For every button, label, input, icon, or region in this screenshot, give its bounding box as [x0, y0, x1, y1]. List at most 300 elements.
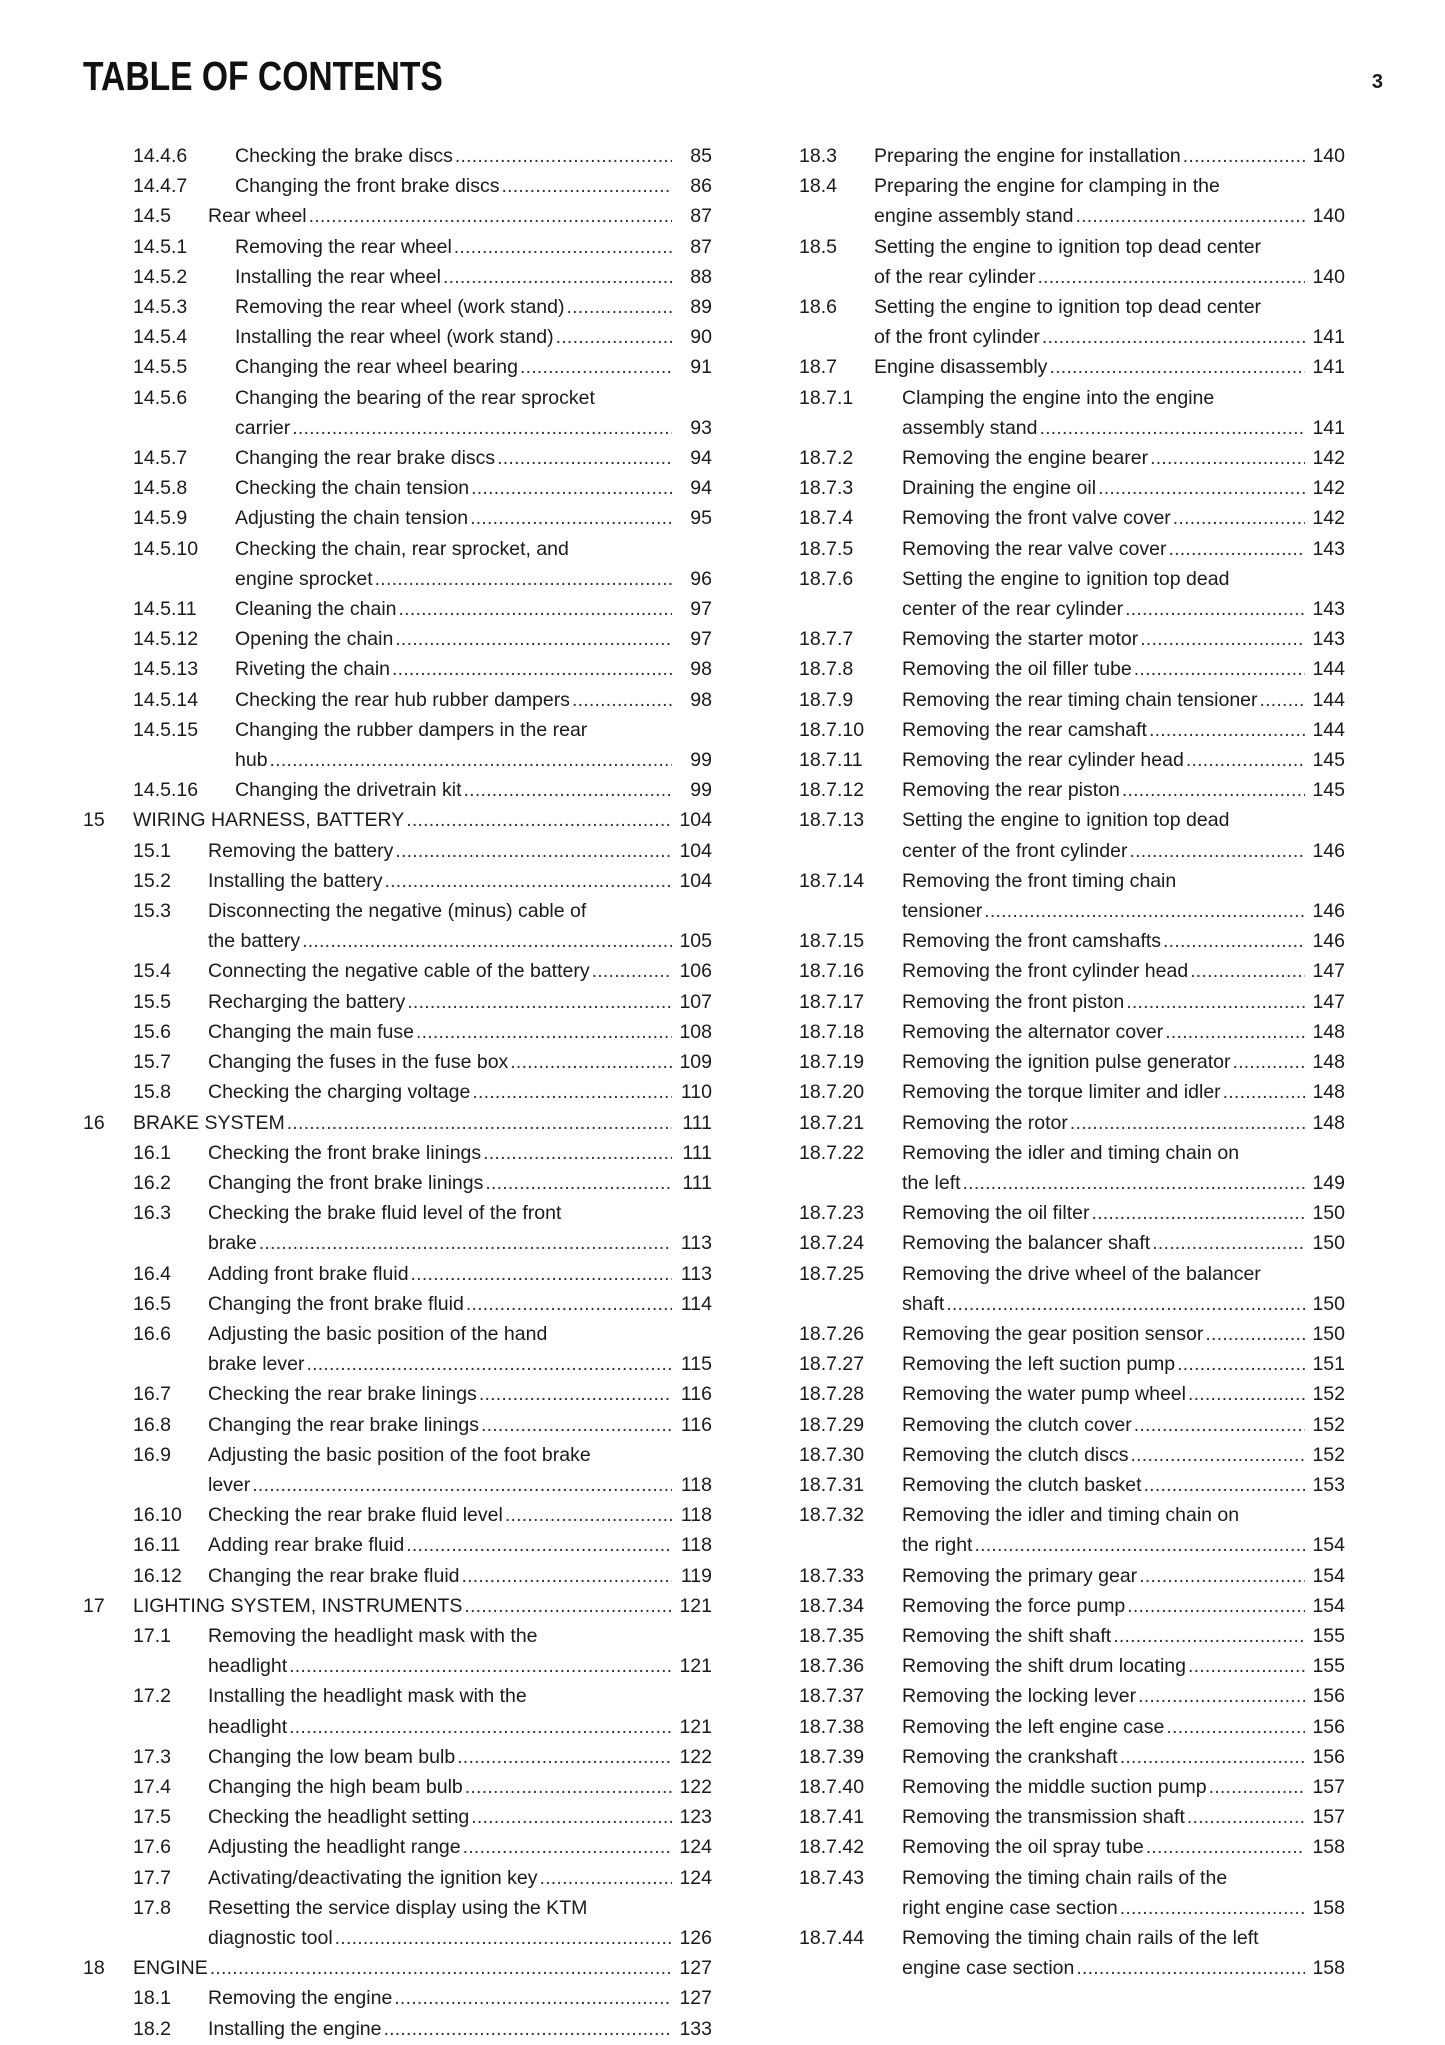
toc-entry[interactable]	[83, 1410, 712, 1440]
toc-entry-number: 18.7.30	[799, 1443, 865, 1466]
dot-leader	[566, 292, 672, 322]
toc-entry-page: 121	[679, 1715, 712, 1738]
toc-entry-body	[133, 1591, 712, 1621]
toc-entry-body	[874, 352, 1345, 382]
toc-entry-title: engine assembly stand	[874, 205, 1074, 228]
toc-entry[interactable]	[83, 896, 712, 956]
toc-entry-title: right engine case section	[902, 1896, 1118, 1919]
toc-entry[interactable]	[83, 352, 712, 382]
toc-entry-page: 141	[1312, 356, 1345, 379]
toc-entry-body	[133, 805, 712, 835]
toc-entry[interactable]	[83, 1561, 712, 1591]
toc-entry-body	[902, 1410, 1345, 1440]
toc-entry-page: 146	[1312, 839, 1345, 862]
toc-entry[interactable]	[83, 1953, 712, 1983]
dot-leader	[1188, 1379, 1305, 1409]
toc-entry-page: 155	[1312, 1624, 1345, 1647]
toc-entry-number: 14.5.8	[133, 477, 188, 500]
toc-entry-title: ENGINE	[133, 1957, 208, 1980]
dot-leader	[497, 443, 672, 473]
dot-leader	[407, 987, 672, 1017]
toc-entry[interactable]	[799, 685, 1345, 715]
dot-leader	[1134, 654, 1305, 684]
toc-entry[interactable]	[799, 1832, 1345, 1862]
toc-entry-number: 18.7	[799, 356, 837, 379]
toc-entry-number: 18.7.43	[799, 1866, 865, 1889]
toc-entry-number: 15.4	[133, 960, 171, 983]
toc-entry-title: Removing the middle suction pump	[902, 1775, 1207, 1798]
toc-entry-number: 14.5.2	[133, 265, 188, 288]
toc-entry[interactable]	[799, 1259, 1345, 1319]
toc-entry-page: 142	[1312, 507, 1345, 530]
toc-entry[interactable]	[799, 1863, 1345, 1923]
toc-entry-number: 14.5.11	[133, 598, 197, 621]
dot-leader	[592, 956, 672, 986]
toc-entry[interactable]	[799, 503, 1345, 533]
toc-entry[interactable]	[799, 1410, 1345, 1440]
toc-entry[interactable]	[799, 1802, 1345, 1832]
toc-entry-page: 150	[1312, 1232, 1345, 1255]
toc-entry[interactable]	[83, 503, 712, 533]
dot-leader	[292, 413, 672, 443]
toc-entry[interactable]	[83, 1983, 712, 2013]
toc-entry-body	[208, 1047, 712, 1077]
toc-entry-title: brake	[208, 1232, 257, 1255]
toc-entry-page: 108	[679, 1020, 712, 1043]
toc-entry[interactable]	[83, 1621, 712, 1681]
toc-entry-title: Changing the rear brake discs	[235, 447, 496, 470]
toc-entry[interactable]	[83, 1802, 712, 1832]
toc-entry-title: Changing the main fuse	[208, 1020, 414, 1043]
toc-entry-body	[902, 473, 1345, 503]
toc-entry[interactable]	[799, 473, 1345, 503]
dot-leader	[471, 473, 672, 503]
toc-entry[interactable]	[799, 1047, 1345, 1077]
toc-entry-number: 18.7.26	[799, 1322, 865, 1345]
toc-entry[interactable]	[799, 1561, 1345, 1591]
toc-entry-body	[902, 1108, 1345, 1138]
dot-leader	[1168, 534, 1305, 564]
toc-entry[interactable]	[799, 805, 1345, 865]
toc-entry-body	[874, 141, 1345, 171]
toc-entry-body	[235, 232, 712, 262]
toc-entry-number: 18.3	[799, 145, 837, 167]
dot-leader	[1039, 413, 1305, 443]
toc-entry-title: engine sprocket	[235, 567, 373, 590]
toc-entry-title: BRAKE SYSTEM	[133, 1111, 285, 1134]
dot-leader	[252, 1470, 672, 1500]
toc-entry[interactable]	[799, 443, 1345, 473]
toc-entry-title: shaft	[902, 1292, 945, 1315]
dot-leader	[1038, 262, 1306, 292]
toc-entry[interactable]	[799, 1228, 1345, 1258]
toc-entry-title: headlight	[208, 1655, 288, 1678]
toc-entry-number: 14.5.13	[133, 658, 199, 681]
toc-entry[interactable]	[83, 1047, 712, 1077]
dot-leader	[1152, 1228, 1305, 1258]
toc-entry-title: brake lever	[208, 1353, 305, 1376]
toc-entry-body	[208, 1440, 712, 1500]
toc-entry[interactable]	[799, 1198, 1345, 1228]
toc-entry[interactable]	[799, 1591, 1345, 1621]
toc-entry[interactable]	[83, 1108, 712, 1138]
toc-entry[interactable]	[799, 654, 1345, 684]
toc-entry[interactable]	[83, 473, 712, 503]
toc-entry[interactable]	[799, 1621, 1345, 1651]
dot-leader	[1150, 443, 1305, 473]
dot-leader	[1049, 352, 1305, 382]
toc-entry-page: 158	[1312, 1957, 1345, 1980]
toc-entry-page: 107	[679, 990, 712, 1013]
toc-entry-title: center of the front cylinder	[902, 839, 1128, 862]
toc-entry-title: Changing the low beam bulb	[208, 1745, 456, 1768]
toc-entry[interactable]	[83, 232, 712, 262]
toc-entry[interactable]	[799, 1349, 1345, 1379]
toc-entry-number: 14.5.3	[133, 296, 188, 319]
toc-entry[interactable]	[83, 624, 712, 654]
toc-entry[interactable]	[83, 805, 712, 835]
toc-entry-body	[902, 866, 1345, 926]
dot-leader	[556, 322, 672, 352]
toc-entry-number: 18.5	[799, 235, 837, 258]
toc-entry-title: Opening the chain	[235, 628, 394, 651]
toc-entry-body	[208, 836, 712, 866]
toc-entry-page: 154	[1312, 1594, 1345, 1617]
toc-entry-body	[874, 292, 1345, 352]
toc-entry-page: 119	[680, 1564, 712, 1587]
dot-leader	[1186, 745, 1305, 775]
toc-entry-body	[902, 1470, 1345, 1500]
toc-entry-body	[902, 564, 1345, 624]
toc-entry-body	[208, 1832, 712, 1862]
toc-entry[interactable]	[83, 1832, 712, 1862]
dot-leader	[287, 1108, 672, 1138]
toc-entry-title: Removing the front piston	[902, 990, 1125, 1013]
toc-entry-page: 127	[679, 1987, 712, 2010]
toc-entry-body	[208, 1983, 712, 2013]
toc-entry-number: 18.7.41	[799, 1806, 865, 1829]
toc-entry[interactable]	[83, 1289, 712, 1319]
toc-right-column	[799, 141, 1345, 1983]
toc-entry[interactable]	[83, 1591, 712, 1621]
toc-entry[interactable]	[83, 322, 712, 352]
toc-entry-number: 18.7.44	[799, 1926, 865, 1949]
toc-entry-body	[902, 1712, 1345, 1742]
toc-entry[interactable]	[83, 715, 712, 775]
toc-entry[interactable]	[83, 1772, 712, 1802]
dot-leader	[406, 805, 672, 835]
toc-entry[interactable]	[799, 383, 1345, 443]
toc-entry-title: lever	[208, 1473, 251, 1496]
toc-entry[interactable]	[799, 1681, 1345, 1711]
toc-entry-title: Removing the starter motor	[902, 628, 1139, 651]
toc-entry-title: Removing the water pump wheel	[902, 1383, 1186, 1406]
toc-entry[interactable]	[83, 775, 712, 805]
toc-entry-page: 111	[682, 1171, 712, 1194]
toc-entry-body	[208, 1410, 712, 1440]
page-header	[83, 48, 1383, 104]
toc-entry-title: Removing the balancer shaft	[902, 1232, 1151, 1255]
toc-entry-title: Checking the rear hub rubber dampers	[235, 688, 570, 711]
dot-leader	[1140, 624, 1305, 654]
toc-entry-title: Checking the headlight setting	[208, 1806, 470, 1829]
toc-entry-number: 18.7.40	[799, 1775, 865, 1798]
dot-leader	[1125, 594, 1305, 624]
toc-entry[interactable]	[83, 1440, 712, 1500]
toc-entry[interactable]	[83, 1742, 712, 1772]
toc-entry[interactable]	[799, 564, 1345, 624]
toc-entry-title: Removing the rear wheel (work stand)	[235, 296, 565, 319]
toc-entry-title-line: Removing the headlight mask with the	[208, 1624, 538, 1647]
dot-leader	[464, 1591, 672, 1621]
toc-entry-body	[902, 1379, 1345, 1409]
toc-entry-number: 16	[83, 1111, 105, 1134]
toc-entry[interactable]	[83, 594, 712, 624]
toc-entry[interactable]	[83, 534, 712, 594]
toc-entry[interactable]	[799, 956, 1345, 986]
toc-entry[interactable]	[799, 1742, 1345, 1772]
toc-entry-title: Activating/deactivating the ignition key	[208, 1866, 538, 1889]
toc-entry-page: 99	[690, 779, 712, 802]
dot-leader	[485, 1168, 672, 1198]
toc-entry[interactable]	[83, 1077, 712, 1107]
dot-leader	[463, 1832, 672, 1862]
toc-entry-title: Removing the torque limiter and idler	[902, 1081, 1221, 1104]
dot-leader	[210, 1953, 672, 1983]
toc-entry-title: Removing the rear cylinder head	[902, 749, 1184, 772]
toc-entry[interactable]	[83, 1259, 712, 1289]
toc-entry-title-line: Removing the idler and timing chain on	[902, 1141, 1240, 1164]
toc-entry[interactable]	[83, 2014, 712, 2044]
toc-entry-number: 18.7.11	[799, 749, 863, 772]
toc-entry-number: 16.6	[133, 1322, 171, 1345]
toc-entry[interactable]	[83, 1168, 712, 1198]
toc-entry-title: tensioner	[902, 900, 983, 923]
toc-entry[interactable]	[799, 866, 1345, 926]
toc-entry-number: 17.7	[133, 1866, 171, 1889]
toc-entry[interactable]	[799, 715, 1345, 745]
toc-entry[interactable]	[83, 987, 712, 1017]
toc-entry[interactable]	[83, 956, 712, 986]
dot-leader	[572, 685, 672, 715]
toc-entry-body	[902, 1742, 1345, 1772]
toc-entry-body	[902, 775, 1345, 805]
toc-entry-title: headlight	[208, 1715, 288, 1738]
toc-entry-body	[902, 1259, 1345, 1319]
toc-entry-page: 115	[680, 1353, 712, 1376]
toc-entry-body	[208, 201, 712, 231]
dot-leader	[1129, 836, 1305, 866]
toc-entry[interactable]	[83, 1138, 712, 1168]
toc-entry-number: 18.7.33	[799, 1564, 865, 1587]
toc-entry[interactable]	[83, 171, 712, 201]
toc-entry-body	[133, 1953, 712, 1983]
dot-leader	[1177, 1349, 1305, 1379]
toc-entry[interactable]	[799, 624, 1345, 654]
toc-entry[interactable]	[799, 987, 1345, 1017]
toc-entry[interactable]	[799, 1379, 1345, 1409]
toc-entry-page: 143	[1312, 628, 1345, 651]
toc-entry-body	[208, 896, 712, 956]
toc-entry-body	[874, 232, 1345, 292]
dot-leader	[540, 1863, 672, 1893]
toc-entry-body	[235, 685, 712, 715]
toc-entry[interactable]	[799, 1077, 1345, 1107]
toc-entry-title: Adjusting the chain tension	[235, 507, 469, 530]
toc-entry[interactable]	[799, 1772, 1345, 1802]
toc-entry-number: 17.1	[133, 1624, 171, 1647]
dot-leader	[406, 1530, 672, 1560]
toc-entry-body	[902, 956, 1345, 986]
toc-entry-number: 14.5	[133, 205, 171, 228]
toc-entry-page: 149	[1312, 1171, 1345, 1194]
toc-entry-body	[208, 956, 712, 986]
dot-leader	[1138, 1681, 1305, 1711]
toc-entry-body	[235, 171, 712, 201]
toc-entry[interactable]	[799, 1712, 1345, 1742]
toc-entry[interactable]	[799, 1017, 1345, 1047]
dot-leader	[1042, 322, 1305, 352]
dot-leader	[1076, 1953, 1305, 1983]
toc-entry-number: 18.7.32	[799, 1504, 865, 1527]
toc-entry[interactable]	[83, 201, 712, 231]
toc-entry[interactable]	[799, 1440, 1345, 1470]
toc-entry-page: 124	[679, 1836, 712, 1859]
dot-leader	[472, 1077, 672, 1107]
toc-entry[interactable]	[83, 383, 712, 443]
toc-entry-page: 109	[679, 1051, 712, 1074]
toc-entry-number: 15.8	[133, 1081, 171, 1104]
toc-entry-title: Changing the front brake linings	[208, 1171, 484, 1194]
toc-entry[interactable]	[83, 1379, 712, 1409]
toc-entry-number: 14.5.5	[133, 356, 188, 379]
toc-entry-body	[208, 1319, 712, 1379]
dot-leader	[1144, 1470, 1305, 1500]
toc-entry-number: 14.5.7	[133, 447, 188, 470]
toc-entry-title: Removing the oil filler tube	[902, 658, 1132, 681]
toc-entry-title-line: Setting the engine to ignition top dead	[902, 567, 1230, 590]
toc-entry-number: 18.7.24	[799, 1232, 865, 1255]
toc-entry[interactable]	[799, 534, 1345, 564]
toc-entry-body	[902, 1772, 1345, 1802]
toc-entry-title: the right	[902, 1534, 973, 1557]
toc-entry-page: 141	[1312, 326, 1345, 349]
toc-entry-title: Checking the charging voltage	[208, 1081, 471, 1104]
toc-entry[interactable]	[83, 1893, 712, 1953]
toc-entry-page: 93	[690, 416, 712, 439]
toc-entry-title-line: Adjusting the basic position of the foot brake	[208, 1443, 591, 1466]
toc-entry[interactable]	[799, 1108, 1345, 1138]
toc-entry-body	[902, 1863, 1345, 1923]
toc-entry[interactable]	[799, 232, 1345, 292]
toc-entry-number: 14.5.14	[133, 688, 199, 711]
toc-entry-body	[235, 443, 712, 473]
dot-leader	[974, 1530, 1305, 1560]
dot-leader	[385, 866, 672, 896]
toc-entry-page: 90	[690, 326, 712, 349]
toc-entry-page: 147	[1312, 990, 1345, 1013]
toc-entry-body	[235, 503, 712, 533]
toc-entry[interactable]	[799, 1470, 1345, 1500]
toc-entry-title: Cleaning the chain	[235, 598, 397, 621]
toc-entry[interactable]	[83, 1500, 712, 1530]
toc-entry-title-line: Changing the rubber dampers in the rear	[235, 718, 588, 741]
toc-entry-body	[902, 534, 1345, 564]
toc-entry-title-line: Setting the engine to ignition top dead center	[874, 235, 1262, 258]
toc-entry-page: 158	[1312, 1896, 1345, 1919]
dot-leader	[1146, 1832, 1305, 1862]
toc-entry[interactable]	[83, 1319, 712, 1379]
toc-entry-page: 143	[1312, 537, 1345, 560]
toc-entry[interactable]	[799, 926, 1345, 956]
toc-entry[interactable]	[83, 292, 712, 322]
toc-entry[interactable]	[83, 836, 712, 866]
toc-entry-title: Draining the engine oil	[902, 477, 1097, 500]
toc-entry[interactable]	[83, 1017, 712, 1047]
toc-entry-body	[902, 1047, 1345, 1077]
toc-entry-page: 150	[1312, 1322, 1345, 1345]
toc-entry[interactable]	[799, 1500, 1345, 1560]
toc-entry[interactable]	[799, 171, 1345, 231]
toc-entry[interactable]	[799, 141, 1345, 171]
toc-entry-number: 18.7.1	[799, 386, 854, 409]
toc-entry[interactable]	[83, 1530, 712, 1560]
toc-entry[interactable]	[83, 685, 712, 715]
toc-entry-title: Removing the left engine case	[902, 1715, 1165, 1738]
toc-entry[interactable]	[799, 1651, 1345, 1681]
toc-entry-number: 14.5.10	[133, 537, 199, 560]
toc-entry[interactable]	[83, 443, 712, 473]
toc-entry-title: Changing the front brake discs	[235, 175, 500, 198]
toc-entry-number: 18.2	[133, 2017, 171, 2040]
dot-leader	[457, 1742, 672, 1772]
toc-entry[interactable]	[83, 866, 712, 896]
toc-entry[interactable]	[83, 141, 712, 171]
toc-entry-number: 16.8	[133, 1413, 171, 1436]
toc-entry[interactable]	[799, 1319, 1345, 1349]
toc-entry[interactable]	[83, 262, 712, 292]
dot-leader	[510, 1047, 672, 1077]
dot-leader	[1070, 1108, 1305, 1138]
toc-entry-page: 152	[1312, 1413, 1345, 1436]
toc-entry[interactable]	[83, 1198, 712, 1258]
toc-entry-page: 87	[690, 235, 712, 258]
toc-entry-title: Removing the front camshafts	[902, 930, 1162, 953]
toc-entry-body	[902, 443, 1345, 473]
toc-entry-body	[902, 1228, 1345, 1258]
toc-entry-page: 116	[680, 1383, 712, 1406]
toc-entry-body	[235, 624, 712, 654]
toc-entry-body	[235, 534, 712, 594]
toc-entry-body	[902, 1681, 1345, 1711]
toc-entry-number: 18.7.18	[799, 1020, 865, 1043]
toc-entry[interactable]	[799, 1138, 1345, 1198]
toc-entry-body	[902, 1500, 1345, 1560]
toc-entry-title: Riveting the chain	[235, 658, 391, 681]
toc-entry[interactable]	[83, 654, 712, 684]
toc-entry[interactable]	[799, 352, 1345, 382]
toc-entry[interactable]	[799, 292, 1345, 352]
toc-entry-title: Removing the rear timing chain tensioner	[902, 688, 1258, 711]
toc-entry[interactable]	[83, 1681, 712, 1741]
toc-entry-title: Adding rear brake fluid	[208, 1534, 405, 1557]
toc-entry-page: 133	[679, 2017, 712, 2040]
toc-entry[interactable]	[83, 1863, 712, 1893]
toc-entry[interactable]	[799, 1923, 1345, 1983]
toc-entry[interactable]	[799, 745, 1345, 775]
toc-entry-title: Checking the rear brake linings	[208, 1383, 477, 1406]
toc-entry[interactable]	[799, 775, 1345, 805]
